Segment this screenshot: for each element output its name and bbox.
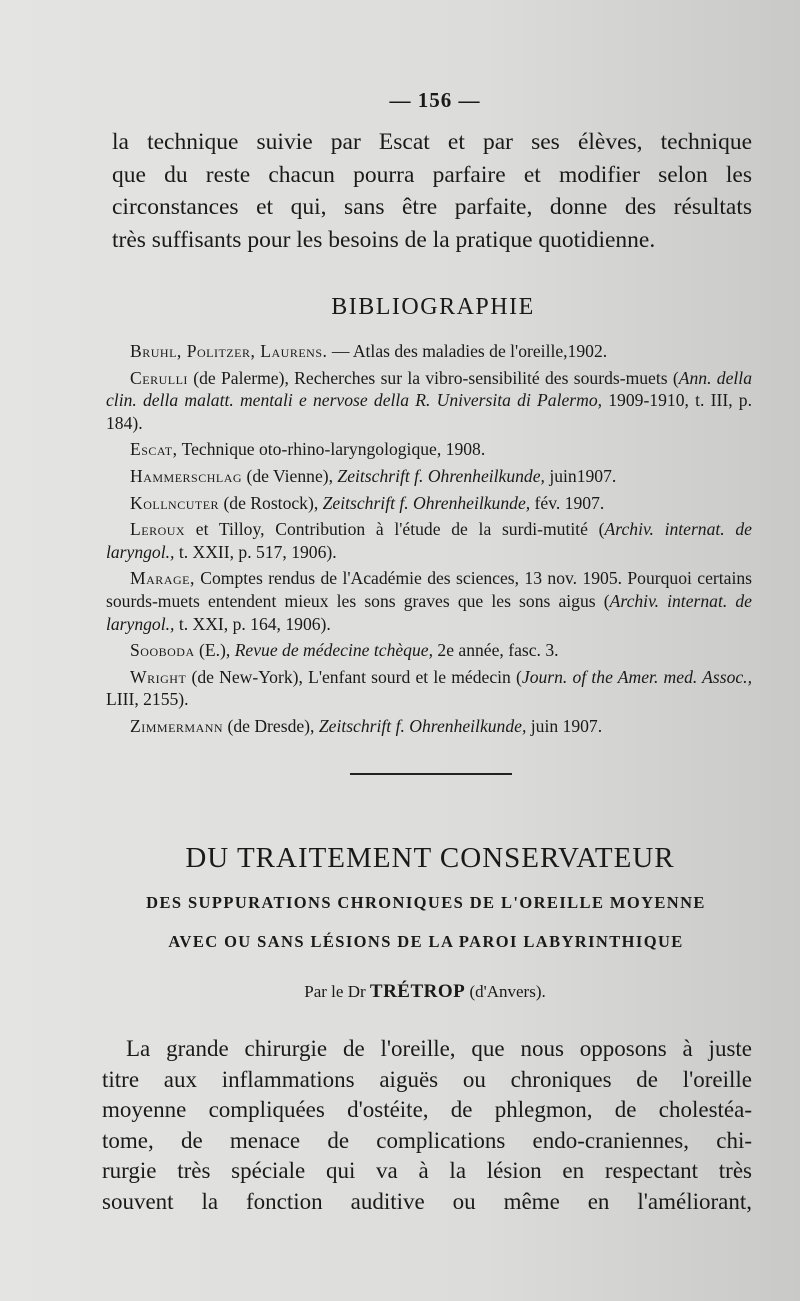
entry-source: Ann. della clin. della malatt. mentali e nervose della R. Universita di Palermo, <box>106 367 752 411</box>
article-subtitle: AVEC OU SANS LÉSIONS DE LA PAROI LABYRINTHIQUE <box>168 932 684 951</box>
article-byline <box>0 981 800 1003</box>
bibliography-list <box>106 340 752 742</box>
entry-details: 2e année, fasc. 3. <box>433 640 559 661</box>
entry-author: Hammerschlag <box>130 465 243 486</box>
byline-prefix: Par le Dr <box>304 982 370 1001</box>
article-body-paragraph <box>102 1034 752 1218</box>
bibliography-entry <box>106 715 752 738</box>
entry-text: — Atlas des maladies de l'oreille,1902. <box>327 341 608 361</box>
section-divider <box>350 773 512 775</box>
entry-author: Leroux <box>130 519 186 540</box>
entry-text: Technique oto-rhino-laryngologique, 1908. <box>177 439 486 460</box>
entry-details: t. XXI, p. 164, 1906). <box>174 613 331 634</box>
entry-details: 1909-1910, t. III, p. 184). <box>106 390 752 433</box>
entry-text: (de Vienne), <box>242 465 338 486</box>
bibliography-entry <box>106 518 752 563</box>
entry-text: (E.), <box>194 640 235 661</box>
entry-text: (de Rostock), <box>219 492 323 513</box>
entry-details: juin1907. <box>544 465 617 486</box>
bibliography-entry <box>106 666 752 711</box>
bibliography-entry <box>106 438 752 461</box>
entry-details: fév. 1907. <box>530 492 605 513</box>
entry-source: Archiv. internat. de laryngol., <box>106 590 752 634</box>
entry-details: t. XXII, p. 517, 1906). <box>174 541 337 562</box>
text-line: la technique suivie par Escat et par ses élèves, technique <box>112 129 752 155</box>
page-number: — 156 — <box>389 88 481 112</box>
entry-source: Zeitschrift f. Ohrenheilkunde, <box>318 715 527 736</box>
bibliography-entry <box>106 340 752 363</box>
article-title: DU TRAITEMENT CONSERVATEUR <box>185 842 675 874</box>
entry-source: Zeitschrift f. Ohrenheilkunde, <box>322 492 531 513</box>
entry-source: Archiv. internat. de laryngol., <box>106 519 752 562</box>
entry-text: (de Palerme), Recherches sur la vibro-sensibilité des sourds-muets ( <box>187 367 679 388</box>
entry-details: juin 1907. <box>526 715 603 736</box>
entry-text: (de Dresde), <box>223 715 319 736</box>
entry-author: Marage, <box>130 568 195 589</box>
entry-source: Zeitschrift f. Ohrenheilkunde, <box>337 465 545 486</box>
text-line: tome, de menace de complications endo-craniennes, chi- <box>102 1127 752 1153</box>
entry-author: Wright <box>130 666 187 687</box>
entry-text: et Tilloy, Contribution à l'étude de la surdi-mutité ( <box>185 519 605 540</box>
byline-author: TRÉTROP <box>369 981 466 1002</box>
bibliography-entry <box>106 465 752 488</box>
text-line: titre aux inflammations aiguës ou chroniques de l'oreille <box>102 1066 752 1092</box>
article-subtitle: DES SUPPURATIONS CHRONIQUES DE L'OREILLE MOYENNE <box>146 893 706 912</box>
bibliography-heading: BIBLIOGRAPHIE <box>331 294 535 320</box>
byline-suffix: (d'Anvers). <box>465 982 546 1001</box>
entry-author: Bruhl, Politzer, Laurens. <box>130 341 328 361</box>
text-line: moyenne compliquées d'ostéite, de phlegmon, de cholestéa- <box>102 1097 752 1123</box>
entry-author: Sooboda <box>130 640 195 661</box>
entry-text: Comptes rendus de l'Académie des sciences, 13 nov. 1905. Pourquoi certains sourds-muets entendent mieux les sons graves que les sons aigus ( <box>106 568 752 611</box>
entry-author: Zimmermann <box>130 715 224 736</box>
entry-text: (de New-York), L'enfant sourd et le médecin ( <box>186 666 522 687</box>
bibliography-entry <box>106 367 752 435</box>
bibliography-entry <box>106 639 752 662</box>
entry-author: Escat, <box>130 439 178 460</box>
text-line: souvent la fonction auditive ou même en l'améliorant, <box>102 1188 752 1214</box>
bibliography-entry <box>106 567 752 635</box>
text-line: circonstances et qui, sans être parfaite, donne des résultats <box>112 194 752 220</box>
intro-paragraph <box>112 126 752 256</box>
entry-source: Revue de médecine tchèque, <box>234 640 433 661</box>
bibliography-entry <box>106 492 752 515</box>
entry-author: Kollncuter <box>130 492 220 513</box>
entry-author: Cerulli <box>130 367 188 388</box>
text-line: que du reste chacun pourra parfaire et modifier selon les <box>112 161 752 188</box>
text-line: très suffisants pour les besoins de la pratique quotidienne. <box>112 226 656 253</box>
entry-details: LIII, 2155). <box>106 689 189 710</box>
entry-source: Journ. of the Amer. med. Assoc., <box>521 666 752 687</box>
text-line: rurgie très spéciale qui va à la lésion en respectant très <box>102 1158 752 1184</box>
text-line: La grande chirurgie de l'oreille, que nous opposons à juste <box>126 1036 752 1061</box>
